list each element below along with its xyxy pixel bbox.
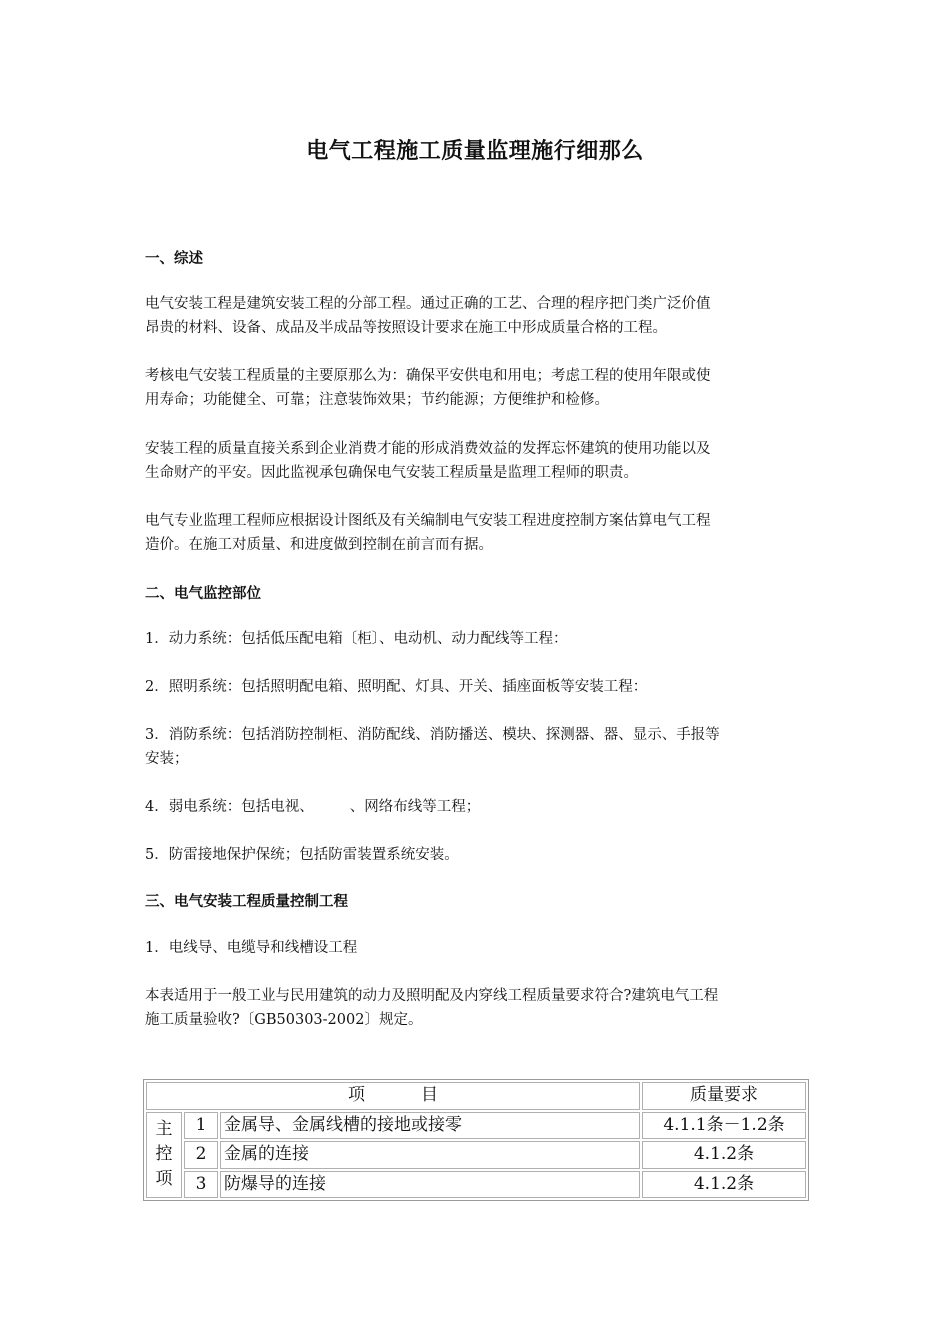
row-number: 1 — [184, 1112, 218, 1140]
list-item-power: 1．动力系统：包括低压配电箱〔柜〕、电动机、动力配线等工程： — [145, 631, 568, 647]
table-row — [146, 1141, 806, 1169]
table-header-row — [146, 1082, 806, 1110]
paragraph-2 — [145, 364, 810, 412]
paragraph-line: 本表适用于一般工业与民用建筑的动力及照明配及内穿线工程质量要求符合?建筑电气工程 — [145, 988, 719, 1004]
group-label-char: 项 — [155, 1169, 173, 1190]
list-item-line: 3．消防系统：包括消防控制柜、消防配线、消防播送、模块、探测器、器、显示、手报等 — [145, 727, 720, 743]
paragraph-line: 用寿命；功能健全、可靠；注意装饰效果；节约能源；方便维护和检修。 — [145, 392, 609, 408]
group-label-main-control — [146, 1112, 182, 1199]
paragraph-4 — [145, 509, 810, 557]
row-number: 3 — [184, 1171, 218, 1199]
list-item-fire — [145, 723, 810, 771]
paragraph-line: 考核电气安装工程质量的主要原那么为：确保平安供电和用电；考虑工程的使用年限或使 — [145, 368, 711, 384]
row-item: 防爆导的连接 — [220, 1171, 640, 1199]
header-item-char: 目 — [421, 1085, 438, 1106]
row-number: 2 — [184, 1141, 218, 1169]
list-item-weak-current — [145, 795, 810, 819]
row-requirement: 4.1.2条 — [642, 1141, 806, 1169]
paragraph-line: 电气专业监理工程师应根据设计图纸及有关编制电气安装工程进度控制方案估算电气工程 — [145, 513, 711, 529]
row-item: 金属的连接 — [220, 1141, 640, 1169]
section-heading-monitoring: 二、电气监控部位 — [145, 586, 261, 602]
group-label-char: 控 — [155, 1144, 173, 1165]
subsection-title: 1．电线导、电缆导和线槽设工程 — [145, 940, 358, 956]
list-item-line: 安装； — [145, 751, 189, 767]
section-heading-quality-control: 三、电气安装工程质量控制工程 — [145, 894, 348, 910]
paragraph-line: 安装工程的质量直接关系到企业消费才能的形成消费效益的发挥忘怀建筑的使用功能以及 — [145, 441, 711, 457]
table-row — [146, 1112, 806, 1140]
paragraph-scope — [145, 984, 810, 1032]
paragraph-line: 施工质量验收?〔GB50303-2002〕规定。 — [145, 1012, 423, 1028]
group-label-char: 主 — [155, 1119, 173, 1140]
header-item — [146, 1082, 640, 1110]
paragraph-1 — [145, 292, 810, 340]
quality-requirements-table — [143, 1079, 809, 1201]
list-item-part: 、网络布线等工程； — [349, 799, 481, 815]
paragraph-line: 电气安装工程是建筑安装工程的分部工程。通过正确的工艺、合理的程序把门类广泛价值 — [145, 296, 711, 312]
section-heading-overview: 一、综述 — [145, 251, 203, 267]
row-requirement: 4.1.1条－1.2条 — [642, 1112, 806, 1140]
table-row — [146, 1171, 806, 1199]
row-requirement: 4.1.2条 — [642, 1171, 806, 1199]
paragraph-line: 昂贵的材料、设备、成品及半成品等按照设计要求在施工中形成质量合格的工程。 — [145, 320, 667, 336]
list-item-lightning: 5．防雷接地保护保统；包括防雷装置系统安装。 — [145, 847, 459, 863]
paragraph-line: 生命财产的平安。因此监视承包确保电气安装工程质量是监理工程师的职责。 — [145, 465, 638, 481]
header-requirement: 质量要求 — [642, 1082, 806, 1110]
document-title: 电气工程施工质量监理施行细那么 — [306, 139, 644, 164]
paragraph-line: 造价。在施工对质量、和进度做到控制在前言而有据。 — [145, 537, 493, 553]
list-item-part: 4．弱电系统：包括电视、 — [145, 799, 314, 815]
row-item: 金属导、金属线槽的接地或接零 — [220, 1112, 640, 1140]
list-item-lighting: 2．照明系统：包括照明配电箱、照明配、灯具、开关、插座面板等安装工程： — [145, 679, 648, 695]
paragraph-3 — [145, 437, 810, 485]
header-item-char: 项 — [348, 1085, 365, 1106]
